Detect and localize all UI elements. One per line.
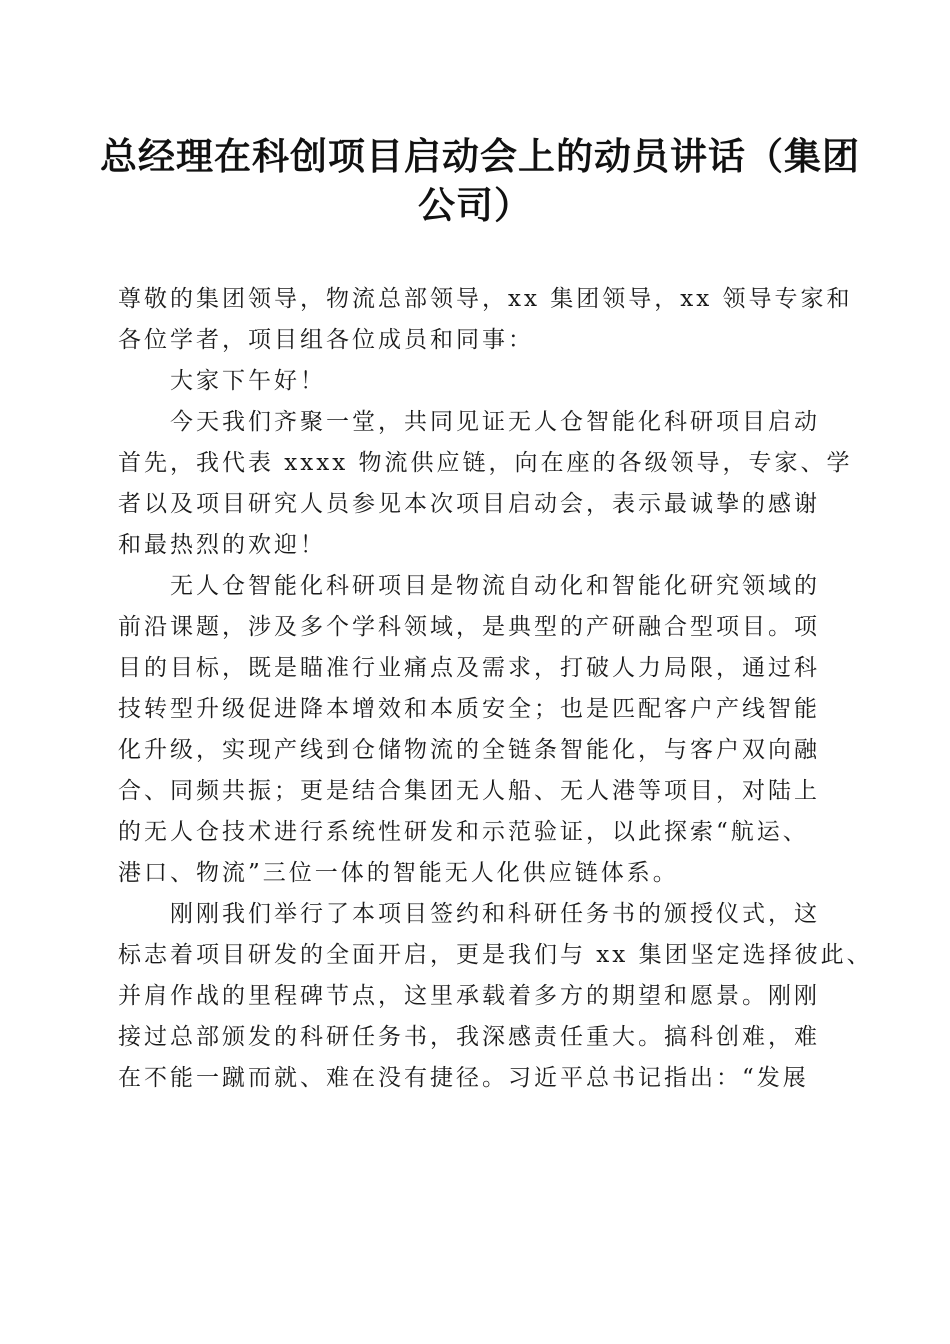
- document-title: [100, 132, 860, 230]
- text-line: 首先，我代表 xxxx 物流供应链，向在座的各级领导，专家、学: [118, 450, 853, 476]
- text-line: 者以及项目研究人员参见本次项目启动会，表示最诚挚的感谢: [118, 491, 820, 517]
- text-line: 刚刚我们举行了本项目签约和科研任务书的颁授仪式，这: [170, 901, 820, 927]
- text-line: 技转型升级促进降本增效和本质安全；也是匹配客户产线智能: [118, 696, 820, 722]
- paragraph-welcome: [118, 402, 853, 566]
- text-line: 目的目标，既是瞄准行业痛点及需求，打破人力局限，通过科: [118, 655, 820, 681]
- text-line: 接过总部颁发的科研任务书，我深感责任重大。搞科创难，难: [118, 1024, 820, 1050]
- text-line: 并肩作战的里程碑节点，这里承载着多方的期望和愿景。刚刚: [118, 983, 820, 1009]
- title-line: 公司）: [418, 184, 532, 227]
- document-body: [118, 279, 873, 1099]
- text-line: 大家下午好！: [170, 368, 326, 394]
- text-line: 今天我们齐聚一堂，共同见证无人仓智能化科研项目启动: [170, 409, 820, 435]
- title-line: 总经理在科创项目启动会上的动员讲话（集团: [100, 135, 860, 178]
- text-line: 各位学者，项目组各位成员和同事：: [118, 327, 534, 353]
- text-line: 合、同频共振；更是结合集团无人船、无人港等项目，对陆上: [118, 778, 820, 804]
- text-line: 港口、物流”三位一体的智能无人化供应链体系。: [118, 860, 679, 886]
- paragraph-project-overview: [118, 566, 848, 894]
- text-line: 尊敬的集团领导，物流总部领导，xx 集团领导，xx 领导专家和: [118, 286, 853, 312]
- text-line: 和最热烈的欢迎！: [118, 532, 326, 558]
- text-line: 的无人仓技术进行系统性研发和示范验证，以此探索“航运、: [118, 819, 809, 845]
- text-line: 标志着项目研发的全面开启，更是我们与 xx 集团坚定选择彼此、: [118, 942, 873, 968]
- text-line: 化升级，实现产线到仓储物流的全链条智能化，与客户双向融: [118, 737, 820, 763]
- text-line: 在不能一蹴而就、难在没有捷径。习近平总书记指出：“发展: [118, 1065, 809, 1091]
- paragraph-greeting: [118, 361, 848, 402]
- paragraph-salutation: [118, 279, 853, 361]
- paragraph-signing: [118, 894, 873, 1099]
- text-line: 前沿课题，涉及多个学科领域，是典型的产研融合型项目。项: [118, 614, 820, 640]
- text-line: 无人仓智能化科研项目是物流自动化和智能化研究领域的: [170, 573, 820, 599]
